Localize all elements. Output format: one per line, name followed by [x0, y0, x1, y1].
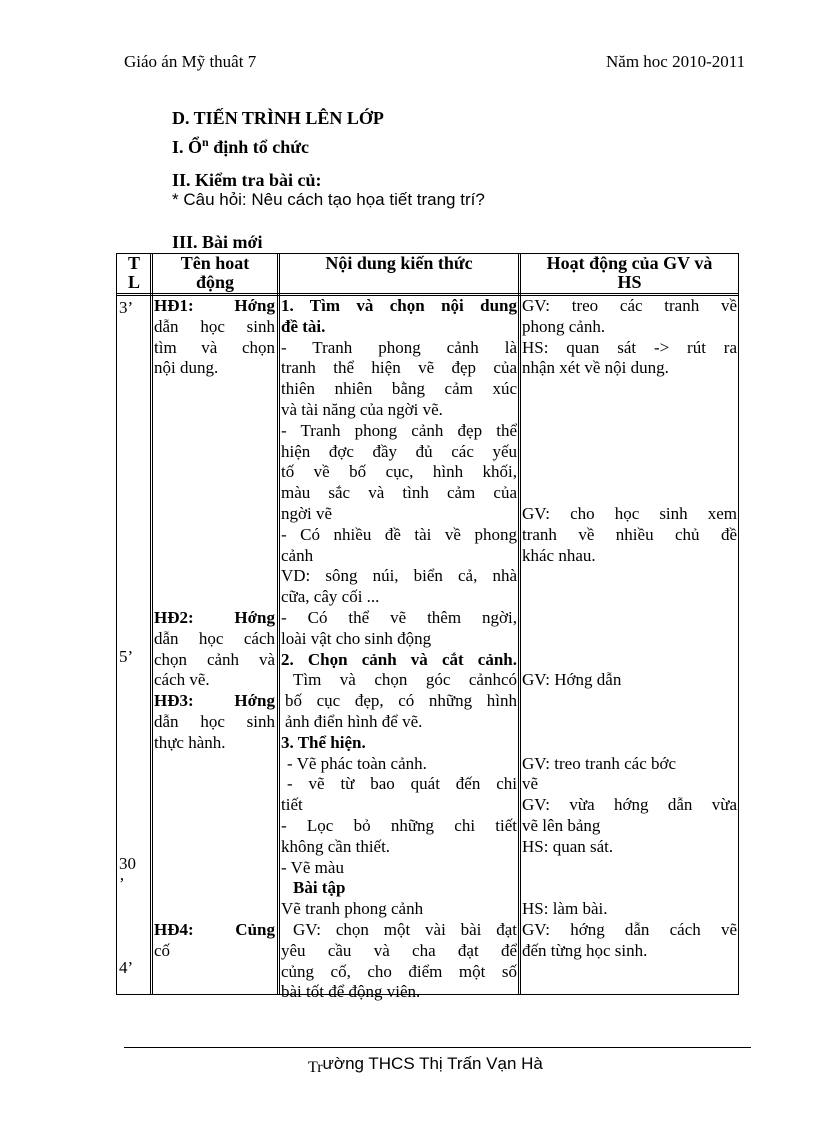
list-item: loài vật cho sinh động: [281, 628, 432, 648]
header-left: Giáo án Mỹ thuât 7: [124, 52, 257, 71]
list-item: - Có thể vẽ thêm ngời,: [281, 607, 517, 627]
list-item: cố: [154, 940, 171, 960]
list-item: vẽ: [522, 774, 539, 794]
list-item: ngời vẽ: [281, 503, 333, 523]
list-item: chọn cảnh và: [154, 649, 275, 669]
list-item: tranh về nhiều chủ đề: [522, 524, 737, 544]
list-item: cữa, cây cối ...: [281, 587, 380, 607]
header-content: Nội dung kiến thức: [325, 253, 473, 273]
list-item: thực hành.: [154, 732, 226, 752]
list-item: củng cố, cho điểm một số: [281, 961, 517, 981]
list-item: HS: làm bài.: [522, 899, 608, 919]
list-item: GV: cho học sinh xem: [522, 503, 737, 523]
list-item: nội dung.: [154, 358, 219, 378]
list-item: GV: Hớng dẫn: [522, 670, 622, 690]
list-item: VD: sông núi, biển cả, nhà: [281, 566, 517, 586]
list-item: HĐ3: Hớng: [154, 691, 275, 711]
list-item: hiện đợc đầy đủ các yếu: [281, 441, 517, 461]
list-item: GV: chọn một vài bài đạt: [293, 919, 517, 939]
header-teacher-student: Hoạt động của GV và HS: [546, 253, 713, 292]
header-activity-name: Tên hoat động: [180, 253, 250, 292]
list-item: Vẽ tranh phong cảnh: [281, 899, 424, 919]
list-item: - vẽ từ bao quát đến chi: [287, 774, 517, 794]
section-i-title: I. Ổ$^n$ định tổ chức: [172, 135, 310, 157]
list-item: và tài năng của ngời vẽ.: [281, 399, 443, 419]
list-item: GV: treo các tranh về: [522, 296, 737, 315]
section-iii-title: III. Bài mới: [172, 232, 263, 252]
list-item: tìm và chọn: [154, 337, 275, 357]
lesson-table: [116, 253, 739, 1002]
list-item: Tìm và chọn góc cảnhcó: [293, 670, 517, 690]
list-item: thiên nhiên bằng cảm xúc: [281, 379, 517, 399]
list-item: dẫn học cách: [154, 628, 275, 648]
time-cell: 5’: [119, 647, 134, 666]
list-item: vẽ lên bảng: [522, 815, 601, 835]
header-right: Năm hoc 2010-2011: [606, 52, 746, 71]
list-item: 1. Tìm và chọn nội dung: [281, 296, 517, 315]
column-divider: [150, 254, 153, 994]
list-item: - Lọc bỏ những chi tiết: [281, 815, 517, 835]
teacher-student-column: [522, 296, 737, 962]
list-item: HS: quan sát.: [522, 836, 614, 856]
activity-name-column: [154, 296, 275, 962]
list-item: nhận xét về nội dung.: [522, 358, 669, 378]
list-item: ảnh điển hình để vẽ.: [285, 711, 423, 731]
column-divider: [277, 254, 280, 994]
list-item: - Vẽ màu: [281, 857, 344, 877]
list-item: - Tranh phong cảnh là: [281, 337, 517, 357]
list-item: khác nhau.: [522, 545, 596, 565]
time-cell: 30: [119, 854, 136, 873]
section-d-title: D. TIẾN TRÌNH LÊN LỚP: [172, 108, 384, 128]
list-item: phong cảnh.: [522, 316, 606, 336]
content-column: [281, 296, 517, 1003]
list-item: cách vẽ.: [154, 670, 210, 690]
list-item: GV: vừa hớng dẫn vừa: [522, 795, 737, 815]
list-item: tranh thể hiện vẽ đẹp của: [281, 358, 517, 378]
footer-school-name: Trường THCS Thị Trấn Vạn Hà: [308, 1054, 543, 1076]
list-item: HĐ4: Củng: [154, 919, 275, 939]
list-item: cảnh: [281, 545, 314, 565]
header-tl: T L: [127, 253, 140, 292]
time-cell: 4’: [119, 958, 134, 977]
list-item: 2. Chọn cảnh và cắt cảnh.: [281, 649, 517, 669]
list-item: tiết: [281, 795, 303, 815]
list-item: bố cục đẹp, có những hình: [285, 691, 517, 711]
column-divider: [518, 254, 521, 994]
list-item: yêu cầu và cha đạt để: [281, 940, 517, 960]
list-item: tố về bố cục, hình khối,: [281, 462, 517, 482]
list-item: Bài tập: [293, 878, 346, 898]
footer-divider: [124, 1047, 751, 1048]
list-item: - Vẽ phác toàn cảnh.: [287, 753, 427, 773]
list-item: - Tranh phong cảnh đẹp thể: [281, 420, 517, 440]
list-item: HS: quan sát -> rút ra: [522, 337, 737, 357]
list-item: 3. Thể hiện.: [281, 732, 366, 752]
list-item: đề tài.: [281, 316, 326, 336]
list-item: dẫn học sinh: [154, 711, 275, 731]
list-item: HĐ2: Hớng: [154, 607, 275, 627]
review-question: * Câu hỏi: Nêu cách tạo họa tiết trang trí?: [172, 190, 485, 209]
list-item: GV: hớng dẫn cách vẽ: [522, 919, 737, 939]
list-item: không cần thiết.: [281, 836, 391, 856]
time-cell: 3’: [119, 298, 134, 317]
list-item: - Có nhiều đề tài về phong: [281, 524, 517, 544]
section-ii-title: II. Kiểm tra bài củ:: [172, 170, 322, 190]
list-item: đến từng học sinh.: [522, 940, 648, 960]
time-cell: ’: [119, 874, 125, 893]
list-item: GV: treo tranh các bớc: [522, 753, 677, 773]
list-item: HĐ1: Hớng: [154, 296, 275, 315]
list-item: màu sắc và tình cảm của: [281, 483, 517, 503]
list-item: bài tốt để động viên.: [281, 982, 421, 1002]
list-item: dẫn học sinh: [154, 316, 275, 336]
